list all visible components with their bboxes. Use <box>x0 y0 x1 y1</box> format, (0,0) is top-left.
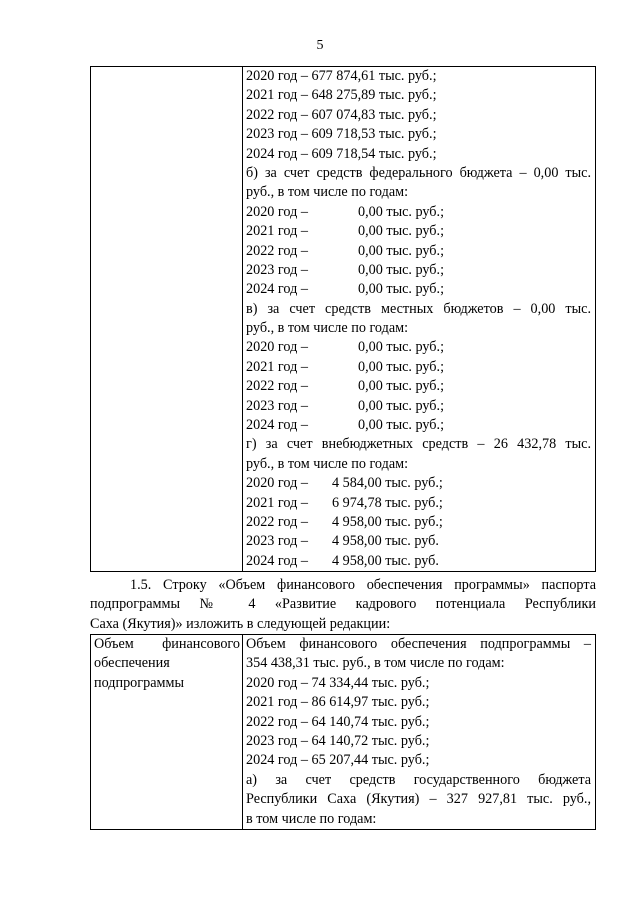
paragraph-line: Саха (Якутия)» изложить в следующей редакции: <box>90 615 391 632</box>
year-label: 2022 год – <box>246 513 308 530</box>
table-line: 2021 год – 648 275,89 тыс. руб.; <box>246 87 437 104</box>
table-line: обеспечения <box>94 655 170 672</box>
year-label: 2022 год – <box>246 378 308 395</box>
table-line: 2023 год – 609 718,53 тыс. руб.; <box>246 126 437 143</box>
year-label: 2024 год – <box>246 281 308 298</box>
amount-value: 4 958,00 тыс. руб. <box>332 533 439 550</box>
table-line: б) за счет средств федерального бюджета – 0,00 тыс. <box>246 164 591 181</box>
table-line <box>246 474 595 493</box>
subprogram-funding-table <box>90 634 596 830</box>
amount-value: 4 958,00 тыс. руб.; <box>332 513 443 530</box>
table-line: 2024 год – 65 207,44 тыс. руб.; <box>246 752 430 769</box>
amount-value: 4 958,00 тыс. руб. <box>332 552 439 569</box>
table-value-cell <box>243 635 596 830</box>
table-line: в) за счет средств местных бюджетов – 0,00 тыс. <box>246 300 591 317</box>
table-line: Объем финансового обеспечения подпрограммы – <box>246 636 591 652</box>
year-label: 2020 год – <box>246 203 308 220</box>
table-line <box>246 222 595 241</box>
table-line <box>246 261 595 280</box>
table-line <box>246 338 595 357</box>
table-label-cell <box>91 635 243 830</box>
table-line: 2024 год – 609 718,54 тыс. руб.; <box>246 145 437 162</box>
table-line <box>246 416 595 435</box>
amount-value: 0,00 тыс. руб.; <box>358 417 445 434</box>
year-label: 2020 год – <box>246 475 308 492</box>
table-line: 2022 год – 607 074,83 тыс. руб.; <box>246 106 437 123</box>
table-line: Республики Саха (Якутия) – 327 927,81 тыс. руб., <box>246 791 591 808</box>
table-line <box>246 358 595 377</box>
table-line <box>246 397 595 416</box>
amount-value: 0,00 тыс. руб.; <box>358 397 445 414</box>
table-line: в том числе по годам: <box>246 810 377 827</box>
amount-value: 4 584,00 тыс. руб.; <box>332 475 443 492</box>
year-label: 2021 год – <box>246 358 308 375</box>
table-line: г) за счет внебюджетных средств – 26 432,78 тыс. <box>246 436 591 453</box>
page-number: 5 <box>316 38 324 53</box>
table-line <box>246 242 595 261</box>
amendment-paragraph <box>90 576 596 634</box>
table-line: 2020 год – 74 334,44 тыс. руб.; <box>246 674 430 691</box>
amount-value: 0,00 тыс. руб.; <box>358 261 445 278</box>
year-label: 2021 год – <box>246 223 308 240</box>
table-line <box>246 552 595 571</box>
amount-value: 0,00 тыс. руб.; <box>358 378 445 395</box>
amount-value: 0,00 тыс. руб.; <box>358 339 445 356</box>
year-label: 2024 год – <box>246 552 308 569</box>
amount-value: 0,00 тыс. руб.; <box>358 281 445 298</box>
table-label-cell-empty <box>91 67 243 572</box>
year-label: 2023 год – <box>246 261 308 278</box>
table-line: Объем финансового <box>94 636 240 652</box>
table-line <box>246 494 595 513</box>
year-label: 2022 год – <box>246 242 308 259</box>
table-line <box>246 513 595 532</box>
year-label: 2024 год – <box>246 417 308 434</box>
year-label: 2023 год – <box>246 533 308 550</box>
amount-value: 0,00 тыс. руб.; <box>358 223 445 240</box>
table-line: 2022 год – 64 140,74 тыс. руб.; <box>246 713 430 730</box>
table-line: подпрограммы <box>94 674 184 691</box>
funding-table-continued <box>90 66 596 572</box>
amount-value: 6 974,78 тыс. руб.; <box>332 494 443 511</box>
amount-value: 0,00 тыс. руб.; <box>358 203 445 220</box>
table-line: а) за счет средств государственного бюджета <box>246 771 591 788</box>
table-line <box>246 280 595 299</box>
amount-value: 0,00 тыс. руб.; <box>358 242 445 259</box>
table-line: руб., в том числе по годам: <box>246 320 409 337</box>
year-label: 2023 год – <box>246 397 308 414</box>
table-line: руб., в том числе по годам: <box>246 455 409 472</box>
table-line <box>246 377 595 396</box>
year-label: 2020 год – <box>246 339 308 356</box>
table-line: 2020 год – 677 874,61 тыс. руб.; <box>246 68 437 84</box>
paragraph-line: подпрограммы № 4 «Развитие кадрового потенциала Республики <box>90 596 596 613</box>
table-line: 2021 год – 86 614,97 тыс. руб.; <box>246 694 430 711</box>
table-line: 2023 год – 64 140,72 тыс. руб.; <box>246 732 430 749</box>
paragraph-line: 1.5. Строку «Объем финансового обеспечения программы» паспорта <box>130 577 596 593</box>
year-label: 2021 год – <box>246 494 308 511</box>
table-line <box>246 203 595 222</box>
table-line: 354 438,31 тыс. руб., в том числе по годам: <box>246 655 505 672</box>
amount-value: 0,00 тыс. руб.; <box>358 358 445 375</box>
table-line <box>246 532 595 551</box>
table-line: руб., в том числе по годам: <box>246 184 409 201</box>
table-value-cell <box>243 67 596 572</box>
